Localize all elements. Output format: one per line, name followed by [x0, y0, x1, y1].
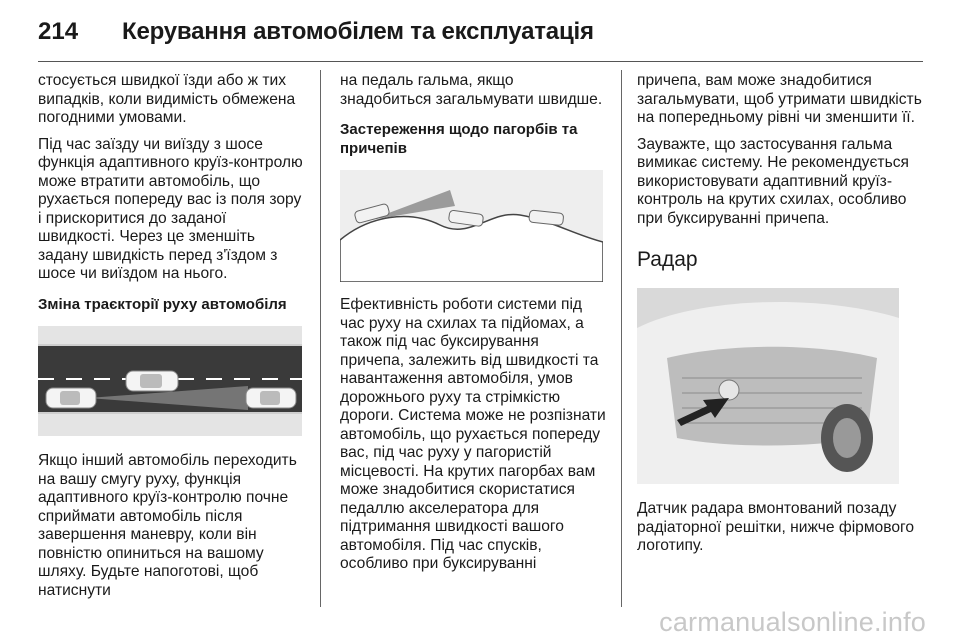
column-divider [621, 70, 622, 607]
section-heading: Зміна траєкторії руху автомобіля [38, 295, 287, 313]
paragraph: Зауважте, що застосування гальма вимикає систему. Не рекомендується використовувати адаптивний круїз-контроль на крутих схилах, особливо при буксируванні причепа. [637, 135, 909, 227]
car-icon [246, 388, 296, 408]
column-3 [637, 72, 927, 564]
car-icon [126, 371, 178, 391]
car-icon [46, 388, 96, 408]
column-divider [320, 70, 321, 607]
hills-illustration [340, 170, 603, 282]
paragraph: Ефективність роботи системи під час руху на схилах та підйомах, а також під час буксирування причепа, залежить від швидкості та навантаження автомобіля, умов дорожнього руху та стрімкістю дороги. Система може не розпізнати автомобіль, що рухається попереду вас, під час руху у пагористій місцевості. На крутих пагорбах вам може знадобитися скористатися педаллю акселератора для підтримання швидкості вашого автомобіля. Під час спусків, особливо при буксируванні [340, 296, 606, 572]
page-header [38, 18, 923, 60]
page-title: Керування автомобілем та експлуатація [122, 18, 594, 45]
paragraph: на педаль гальма, якщо знадобиться загальмувати швидше. [340, 72, 603, 108]
paragraph: Якщо інший автомобіль переходить на вашу смугу руху, функція адаптивного круїз-контролю почне сприймати автомобіль після завершення маневру, коли він повністю опиниться на вашому шляху. Будьте напоготові, щоб натиснути [38, 452, 297, 599]
radar-location-photo [637, 288, 899, 484]
section-heading: Радар [637, 248, 698, 271]
column-2 [340, 72, 606, 582]
paragraph: стосується швидкої їзди або ж тих випадків, коли видимість обмежена погодними умовами. [38, 72, 296, 126]
paragraph: причепа, вам може знадобитися загальмувати, щоб утримати швидкість на попередньому рівні чи зменшити її. [637, 72, 922, 126]
column-1 [38, 72, 306, 608]
lane-change-illustration [38, 326, 302, 436]
section-heading: Застереження щодо пагорбів та причепів [340, 121, 578, 157]
paragraph: Під час заїзду чи виїзду з шосе функція адаптивного круїз-контролю може втратити автомобіль, що рухається попереду вас із поля зору і прискоритися до заданої швидкості. Через це зменшіть задану швидкість перед з'їздом з шосе чи виїздом на нього. [38, 135, 303, 282]
paragraph: Датчик радара вмонтований позаду радіаторної решітки, нижче фірмового логотипу. [637, 500, 915, 554]
header-rule [38, 61, 923, 62]
page-number: 214 [38, 18, 79, 45]
watermark: carmanualsonline.info [659, 607, 926, 637]
